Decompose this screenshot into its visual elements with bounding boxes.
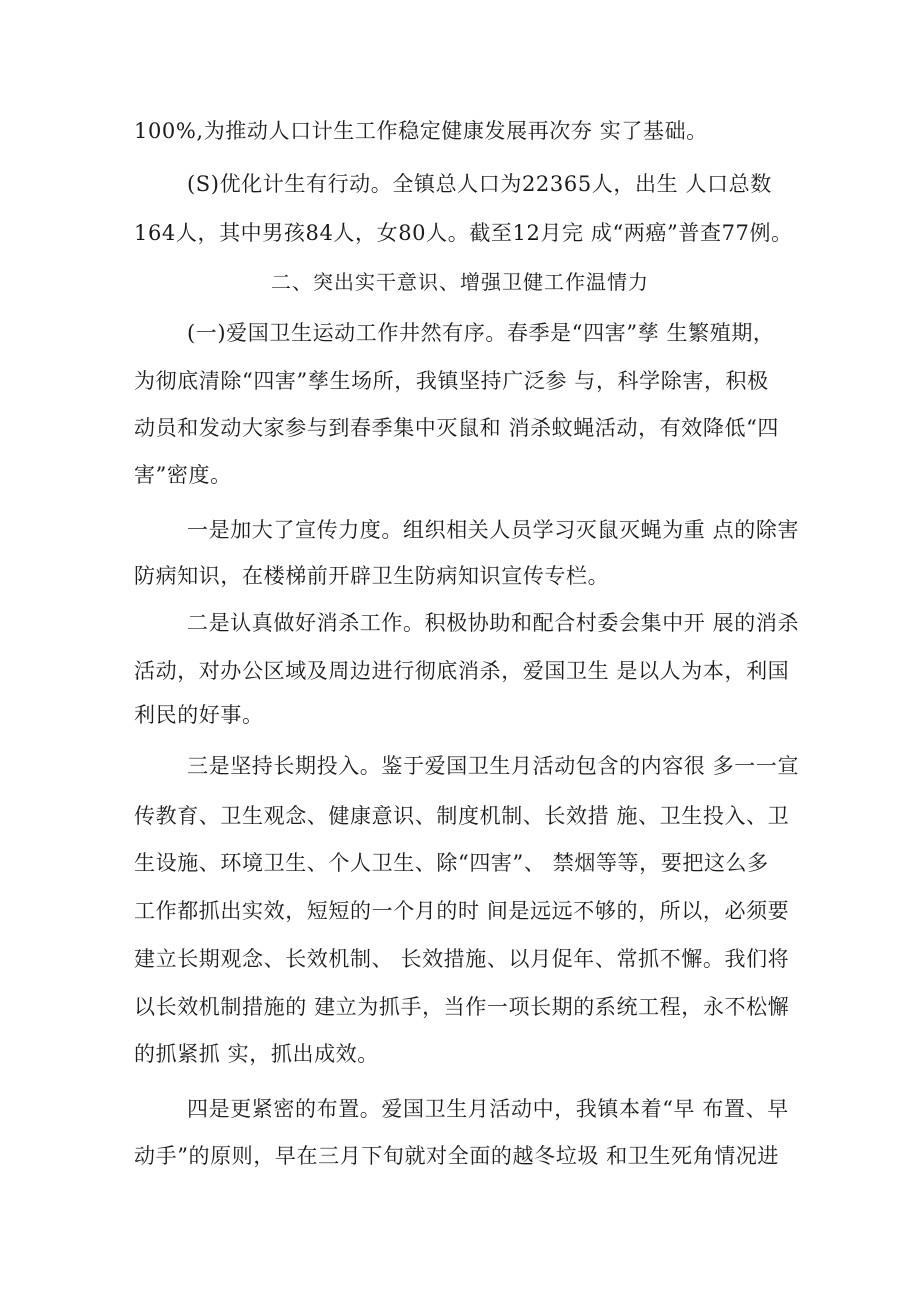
text-line: 四是更紧密的布置。爱国卫生月活动中，我镇本着“早 布置、早 xyxy=(187,1097,789,1121)
text-line: 利民的好事。 xyxy=(134,703,264,727)
text-line: 100%,为推动人口计生工作稳定健康发展再次夯 实了基础。 xyxy=(134,119,708,143)
text-line: 三是坚持长期投入。鉴于爱国卫生月活动包含的内容很 多一一宣 xyxy=(187,754,800,778)
text-line: 以长效机制措施的 建立为抓手，当作一项长期的系统工程，永不松懈 xyxy=(134,995,790,1019)
text-line: 二是认真做好消杀工作。积极协助和配合村委会集中开 展的消杀 xyxy=(187,611,800,635)
text-line: 生设施、环境卫生、个人卫生、除“四害”、 禁烟等等，要把这么多 xyxy=(134,851,769,875)
text-line: 工作都抓出实效，短短的一个月的时 间是远远不够的，所以，必须要 xyxy=(134,899,790,923)
text-line: 传教育、卫生观念、健康意识、制度机制、长效措 施、卫生投入、卫 xyxy=(134,804,790,828)
text-line: 动手”的原则，早在三月下旬就对全面的越冬垃圾 和卫生死角情况进 xyxy=(134,1144,780,1168)
text-line: 一是加大了宣传力度。组织相关人员学习灭鼠灭蝇为重 点的除害 xyxy=(187,518,800,542)
text-line: 为彻底清除“四害”孳生场所，我镇坚持广泛参 与，科学除害，积极 xyxy=(134,369,769,393)
text-line: 活动，对办公区域及周边进行彻底消杀，爱国卫生 是以人为本，利国 xyxy=(134,659,790,683)
text-line: 防病知识，在楼梯前开辟卫生防病知识宣传专栏。 xyxy=(134,564,610,588)
text-line: (S)优化计生有行动。全镇总人口为22365人，出生 人口总数 xyxy=(187,172,772,196)
text-line: 164人，其中男孩84人，女80人。截至12月完 成“两癌”普查77例。 xyxy=(134,221,793,245)
text-line: 害”密度。 xyxy=(134,463,232,487)
section-heading: 二、突出实干意识、增强卫健工作温情力 xyxy=(271,270,649,294)
text-line: (一)爱国卫生运动工作井然有序。春季是“四害”孳 生繁殖期， xyxy=(187,321,775,345)
text-line: 建立长期观念、长效机制、 长效措施、以月促年、常抓不懈。我们将 xyxy=(134,947,790,971)
text-line: 的抓紧抓 实，抓出成效。 xyxy=(134,1042,379,1066)
text-line: 动员和发动大家参与到春季集中灭鼠和 消杀蚊蝇活动，有效降低“四 xyxy=(134,416,780,440)
